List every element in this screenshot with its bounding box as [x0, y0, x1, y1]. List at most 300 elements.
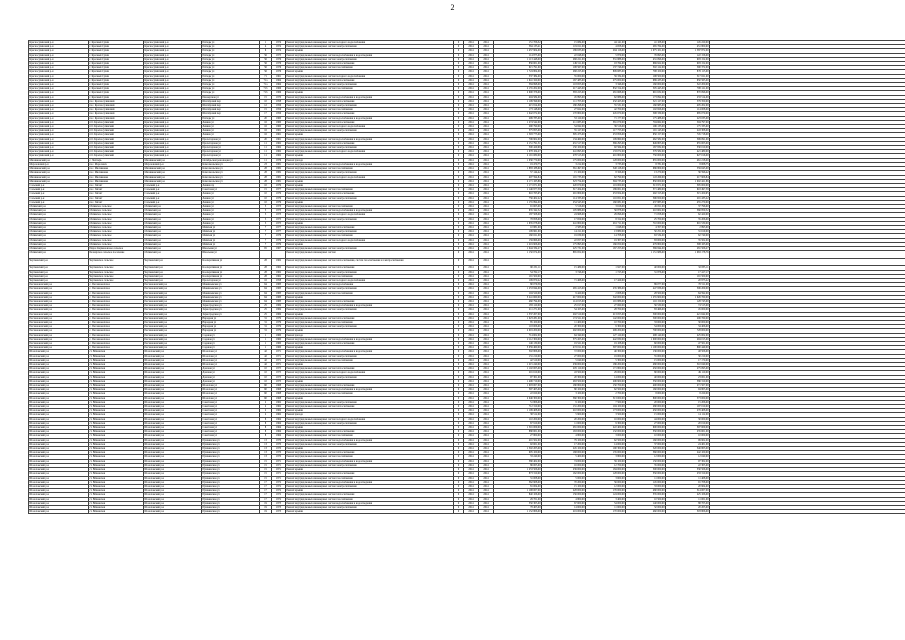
- table-cell: 71 468,00: [542, 278, 586, 282]
- table-cell: 0: [454, 87, 464, 91]
- table-cell: 2014: [479, 472, 494, 476]
- table-cell: Мокинаевская ул: [202, 295, 260, 299]
- table-cell: 2014: [479, 463, 494, 467]
- table-cell: 2014: [479, 116, 494, 120]
- table-cell: 8 326,00: [586, 171, 626, 175]
- table-cell: Шолоховский р-н: [144, 442, 202, 446]
- table-cell: 3 000,00: [586, 434, 626, 438]
- table-cell: Ремонт внутридомовых инженерных систем теплоснабжения: [286, 62, 454, 66]
- table-cell: 1966: [272, 91, 286, 95]
- table-cell: 2014: [479, 350, 494, 354]
- table-cell: Советская ул: [202, 409, 260, 413]
- table-cell: ст. Вёшенская: [89, 371, 144, 375]
- table-cell: Шолоховский р-н: [144, 405, 202, 409]
- table-cell: Ремонт внутридомовых инженерных систем теплоснабжения: [286, 78, 454, 82]
- table-cell: 2014: [479, 396, 494, 400]
- table-cell: 2014: [479, 283, 494, 287]
- table-cell: 67 910,00: [494, 421, 542, 425]
- table-cell: г. Красный Сулин: [89, 57, 144, 61]
- table-cell: 119 611,00: [542, 45, 586, 49]
- table-cell: 1962: [272, 141, 286, 145]
- table-cell: 2014: [464, 316, 479, 320]
- table-cell: 2014: [464, 459, 479, 463]
- table-cell: 0: [454, 354, 464, 358]
- table-cell: Ремонт внутридомовых инженерных систем холодного водоснабжения: [286, 41, 454, 45]
- table-cell: 2014: [479, 238, 494, 242]
- table-cell: 1976: [272, 70, 286, 74]
- table-cell: 3 616,00: [586, 204, 626, 208]
- table-cell: Пушкинская ул: [202, 476, 260, 480]
- table-cell: 2014: [479, 70, 494, 74]
- table-cell: 1979: [272, 320, 286, 324]
- table-cell: 263 500,00: [542, 379, 586, 383]
- table-cell: 447 836,00: [626, 287, 666, 291]
- table-cell: Мясниковский р-н: [144, 158, 202, 162]
- table-cell: 2014: [464, 258, 479, 266]
- table-cell: ст. Вёшенская: [89, 350, 144, 354]
- table-cell: 0: [454, 484, 464, 488]
- table-cell: пгт. Красносулинский: [89, 137, 144, 141]
- table-cell: 0: [454, 225, 464, 229]
- table-cell: 35 000,00: [626, 463, 666, 467]
- table-cell: Красносулинский р-н: [29, 104, 89, 108]
- table-cell: Пушкинская ул: [202, 505, 260, 509]
- table-cell: Ремонт внутридомовых инженерных систем водоснабжения и водоотведения: [286, 95, 454, 99]
- table-cell: 1962: [272, 405, 286, 409]
- table-cell: 0: [454, 413, 464, 417]
- table-cell: пос. Красносулинский: [89, 116, 144, 120]
- table-cell: 119 000,00: [586, 183, 626, 187]
- table-cell: Обливский р-н: [144, 234, 202, 238]
- table-cell: 191 143,00: [626, 129, 666, 133]
- table-cell: 383 223,00: [542, 91, 586, 95]
- table-cell: 102 826,00: [626, 108, 666, 112]
- table-cell: 2014: [479, 258, 494, 266]
- table-cell: 45 811,00: [626, 204, 666, 208]
- table-cell: 196 133,00: [626, 125, 666, 129]
- table-cell: 2014: [479, 270, 494, 274]
- table-cell: 542 000,00: [586, 295, 626, 299]
- table-cell: Ремонт внутридомовых инженерных систем газоснабжения: [286, 455, 454, 459]
- table-cell: 186 200,00: [586, 363, 626, 367]
- table-cell: ст. Вёшенская: [89, 400, 144, 404]
- table-cell: 44 141,00: [586, 41, 626, 45]
- table-cell: Красносулинский р-н: [29, 137, 89, 141]
- table-cell: Победы ул: [202, 91, 260, 95]
- table-cell: ст. Вёшенская: [89, 463, 144, 467]
- table-cell: 7 500,00: [586, 400, 626, 404]
- table-cell: 210 602,00: [626, 209, 666, 213]
- table-cell: 1 253 506,00: [494, 468, 542, 472]
- table-cell: 62 740,00: [666, 234, 710, 238]
- table-cell: 132 000,00: [586, 430, 626, 434]
- table-cell: 2014: [479, 304, 494, 308]
- table-cell: ст. Вёшенская: [89, 405, 144, 409]
- table-cell: 407 594,84: [494, 175, 542, 179]
- table-cell: ст. Вёшенская: [89, 438, 144, 442]
- table-cell: 0: [454, 204, 464, 208]
- table-cell: 1964: [272, 83, 286, 87]
- table-cell: 114 333,00: [542, 196, 586, 200]
- table-cell: Мясниковский р-н: [144, 167, 202, 171]
- table-cell: 245 100,00: [542, 447, 586, 451]
- table-cell: Шолоховский р-н: [144, 480, 202, 484]
- table-cell: 450 000,00: [626, 409, 666, 413]
- table-cell: 2014: [464, 379, 479, 383]
- table-cell: Пушкинская ул: [202, 480, 260, 484]
- table-cell: 3 746,00: [542, 270, 586, 274]
- table-cell: Ремонт крыши: [286, 447, 454, 451]
- table-cell: 292 313,00: [626, 192, 666, 196]
- table-cell: Ремонт крыши: [286, 363, 454, 367]
- table-cell: 1973: [272, 501, 286, 505]
- table-cell: Красносулинский р-н: [144, 141, 202, 145]
- table-cell: 261 711,00: [586, 221, 626, 225]
- table-cell: 1968: [272, 392, 286, 396]
- table-cell: Песчанокопский р-н: [29, 333, 89, 337]
- table-cell: Шолоховский р-н: [29, 434, 89, 438]
- table-cell: 1 253 844,00: [494, 287, 542, 291]
- table-cell: Ремонт крыши: [286, 396, 454, 400]
- table-cell: Ремонт внутридомовых инженерных систем газоснабжения: [286, 358, 454, 362]
- table-cell: 364 133,41: [494, 45, 542, 49]
- table-cell: Пролетарская ул: [202, 141, 260, 145]
- table-cell: 3 400,00: [586, 497, 626, 501]
- table-cell: 0: [454, 116, 464, 120]
- table-cell: 950 157,00: [626, 133, 666, 137]
- table-cell: 3 500,00: [586, 413, 626, 417]
- table-cell: 101 886,00: [586, 299, 626, 303]
- table-cell: пос. Красносулинский: [89, 99, 144, 103]
- table-cell: 1973: [272, 510, 286, 514]
- table-cell: 460 000,00: [626, 510, 666, 514]
- table-cell: 0: [454, 480, 464, 484]
- table-cell: пос. Мясниковка: [89, 179, 144, 183]
- table-cell: 104 520,00: [494, 291, 542, 295]
- table-cell: Пушкинская ул: [202, 438, 260, 442]
- table-cell: 2014: [464, 480, 479, 484]
- table-cell: с. Песчанокопское: [89, 325, 144, 329]
- table-cell: Народная ул: [202, 316, 260, 320]
- table-cell: 56: [260, 66, 272, 70]
- table-cell: 239 000,00: [542, 363, 586, 367]
- table-cell: 56: [260, 53, 272, 57]
- table-cell: Песчанокопский р-н: [144, 316, 202, 320]
- table-cell: 128 000,00: [586, 158, 626, 162]
- table-cell: 384 998,00: [494, 83, 542, 87]
- table-cell: Шолоховский р-н: [144, 484, 202, 488]
- table-cell: 0: [454, 108, 464, 112]
- table-cell: г. Красный Сулин: [89, 78, 144, 82]
- table-cell: Донская ул: [202, 379, 260, 383]
- table-cell: 51 806,00: [494, 400, 542, 404]
- table-cell: Песчанокопский р-н: [29, 316, 89, 320]
- table-cell: ст. Вёшенская: [89, 421, 144, 425]
- table-cell: Шолоховский р-н: [29, 396, 89, 400]
- table-cell: 56: [260, 57, 272, 61]
- table-cell: пос. Красносулинский: [89, 104, 144, 108]
- table-cell: 65: [260, 246, 272, 250]
- table-cell: 3 212,00: [542, 162, 586, 166]
- table-cell: с. Песчанокопское: [89, 295, 144, 299]
- table-cell: 2014: [464, 325, 479, 329]
- table-cell: 2014: [479, 308, 494, 312]
- table-cell: 180 800,00: [542, 384, 586, 388]
- table-cell: 0: [454, 367, 464, 371]
- table-cell: 80 079,56: [494, 283, 542, 287]
- table-cell: Шолохова ул: [202, 384, 260, 388]
- table-cell: Обливское сельское: [89, 238, 144, 242]
- table-cell: 649 803,00: [626, 141, 666, 145]
- table-cell: г. Красный Сулин: [89, 45, 144, 49]
- table-cell: Обливское сельское: [89, 221, 144, 225]
- table-cell: 275 095,00: [666, 367, 710, 371]
- table-cell: Красносулинский р-н: [144, 95, 202, 99]
- table-cell: 19 521,00: [542, 342, 586, 346]
- table-cell: 17: [260, 493, 272, 497]
- table-cell: Шолоховский р-н: [144, 371, 202, 375]
- table-cell: Шолоховский р-н: [144, 421, 202, 425]
- table-cell: 2014: [464, 213, 479, 217]
- table-cell: Шолоховский р-н: [29, 392, 89, 396]
- table-cell: 2014: [479, 200, 494, 204]
- table-cell: 265 413,00: [542, 287, 586, 291]
- table-cell: 2014: [464, 66, 479, 70]
- table-cell: 2 008,00: [586, 291, 626, 295]
- table-cell: Красносулинский р-н: [144, 70, 202, 74]
- table-cell: 50 251,00: [626, 230, 666, 234]
- table-cell: 2014: [464, 409, 479, 413]
- table-cell: 1970: [272, 442, 286, 446]
- table-cell: 1 048,00: [586, 225, 626, 229]
- table-cell: 64: [260, 299, 272, 303]
- table-cell: 124 000,00: [586, 493, 626, 497]
- table-cell: Ремонт внутридомовых инженерных систем теплоснабжения: [286, 192, 454, 196]
- table-cell: Песчанокопский р-н: [144, 308, 202, 312]
- table-cell: Садовая ул: [202, 337, 260, 341]
- table-cell: Ремонт внутридомовых инженерных систем теплоснабжения: [286, 472, 454, 476]
- table-cell: ст. Вёшенская: [89, 505, 144, 509]
- table-cell: Обливское сельское: [89, 234, 144, 238]
- table-cell: ст. Вёшенская: [89, 489, 144, 493]
- table-cell: 76 511,00: [666, 283, 710, 287]
- table-cell: Обливский р-н: [144, 251, 202, 259]
- table-cell: 27 622,00: [542, 108, 586, 112]
- table-cell: 60 000,00: [626, 342, 666, 346]
- table-cell: 0: [454, 141, 464, 145]
- table-cell: 371 480,00: [626, 188, 666, 192]
- table-cell: 15 000,00: [626, 413, 666, 417]
- table-cell: 2 151 791,51: [494, 141, 542, 145]
- table-cell: Красносулинский р-н: [144, 83, 202, 87]
- table-cell: 0: [454, 104, 464, 108]
- table-cell: 64: [260, 291, 272, 295]
- table-cell: 2014: [479, 188, 494, 192]
- table-cell: 291 809,00: [542, 192, 586, 196]
- table-cell: 23 001,00: [666, 375, 710, 379]
- table-cell: 330 010,00: [666, 146, 710, 150]
- table-cell: 2014: [479, 246, 494, 250]
- table-cell: Пушкинская ул: [202, 447, 260, 451]
- table-cell-blank: [710, 258, 905, 266]
- table-cell: 876 115,00: [666, 70, 710, 74]
- table-cell: 167 253,00: [586, 246, 626, 250]
- table-cell: 2 112 300,00: [494, 337, 542, 341]
- table-cell: 19 307,00: [586, 238, 626, 242]
- table-cell: 0: [454, 238, 464, 242]
- table-cell: Шолоховский р-н: [144, 363, 202, 367]
- table-cell: 2014: [464, 283, 479, 287]
- table-cell: Советская ул: [202, 426, 260, 430]
- table-cell: Ремонт внутридомовых инженерных систем теплоснабжения: [286, 430, 454, 434]
- table-cell: 0: [454, 258, 464, 266]
- table-cell: 350 305,00: [494, 501, 542, 505]
- table-cell: 2014: [464, 238, 479, 242]
- table-cell: 5 516,00: [542, 204, 586, 208]
- table-cell: 322 200,00: [666, 83, 710, 87]
- table-cell: Шолоховский р-н: [144, 463, 202, 467]
- table-cell: 0: [454, 468, 464, 472]
- table-cell: с. Песчанокопское: [89, 333, 144, 337]
- table-cell: 150 000,00: [626, 459, 666, 463]
- table-cell: 1971: [272, 468, 286, 472]
- table-cell: Шолоховский р-н: [29, 379, 89, 383]
- table-cell: 2014: [464, 392, 479, 396]
- table-cell: Шолоховский р-н: [144, 367, 202, 371]
- table-cell: 2014: [464, 463, 479, 467]
- table-cell: 2014: [464, 91, 479, 95]
- table-cell: 2 900 376,00: [494, 91, 542, 95]
- table-cell: 175 335,00: [666, 125, 710, 129]
- table-cell: 7: [260, 225, 272, 229]
- table-cell: 500 000,00: [626, 316, 666, 320]
- table-cell: 0: [454, 299, 464, 303]
- table-cell: Школьная ул: [202, 246, 260, 250]
- table-cell: ст. Вёшенская: [89, 442, 144, 446]
- table-cell: 1 023 281,00: [494, 316, 542, 320]
- table-cell: 17: [260, 480, 272, 484]
- table-cell: Шолоховский р-н: [144, 510, 202, 514]
- table-cell: Кооперативная ул: [202, 274, 260, 278]
- table-cell: Красносулинский р-н: [29, 87, 89, 91]
- table-cell: Красносулинский р-н: [144, 53, 202, 57]
- table-cell: Ремонт крыши: [286, 183, 454, 187]
- table-cell: 1956: [272, 104, 286, 108]
- table-cell: Сальский р-н: [144, 188, 202, 192]
- table-cell: 2014: [479, 167, 494, 171]
- table-cell: 417 000,00: [542, 295, 586, 299]
- table-cell: 2014: [479, 162, 494, 166]
- table-cell: 2 171 163,86: [494, 179, 542, 183]
- table-cell: [586, 258, 626, 266]
- table-cell: 1975: [272, 371, 286, 375]
- table-cell: 78 403,00: [494, 505, 542, 509]
- table-cell: Шолоховский р-н: [29, 468, 89, 472]
- table-cell: Ремонт внутридомовых инженерных систем теплоснабжения: [286, 299, 454, 303]
- table-cell: 16: [260, 129, 272, 133]
- table-cell: ст. Вёшенская: [89, 409, 144, 413]
- table-cell: Красносулинский р-н: [29, 49, 89, 53]
- table-cell: 750 000,00: [626, 154, 666, 158]
- table-cell: Чертковское сельское: [89, 270, 144, 274]
- table-cell: 7: [260, 238, 272, 242]
- table-cell: Красносулинский р-н: [29, 41, 89, 45]
- table-cell: 17 417,17: [666, 270, 710, 274]
- table-cell: Шолоховский р-н: [29, 497, 89, 501]
- table-cell: 348 128,00: [586, 167, 626, 171]
- table-cell: Шолоховский р-н: [144, 417, 202, 421]
- table-cell: 1967: [272, 246, 286, 250]
- table-cell: Ремонт внутридомовых инженерных систем электроснабжения: [286, 129, 454, 133]
- table-cell: Советская ул: [202, 421, 260, 425]
- table-cell: 2014: [464, 209, 479, 213]
- table-cell: 63 534,00: [626, 234, 666, 238]
- table-cell: Ремонт крыши: [286, 510, 454, 514]
- table-cell: [666, 258, 710, 266]
- table-cell: 4 658,00: [586, 45, 626, 49]
- table-cell: 94 805,00: [666, 388, 710, 392]
- table-cell: 1984: [272, 312, 286, 316]
- table-cell: Ремонт внутридомовых инженерных систем газоснабжения: [286, 66, 454, 70]
- table-cell: 108 567,00: [542, 66, 586, 70]
- table-cell: 54 000,00: [586, 501, 626, 505]
- table-cell: 15: [260, 108, 272, 112]
- table-cell: Пушкинская ул: [202, 442, 260, 446]
- table-cell: Обливское сельское: [89, 217, 144, 221]
- table-cell: 17 659,00: [542, 217, 586, 221]
- table-cell: 134 460,00: [542, 137, 586, 141]
- table-cell: Ремонт внутридомовых инженерных систем электроснабжения: [286, 246, 454, 250]
- table-cell: 90 251,11: [494, 266, 542, 270]
- table-cell: Шолоховский р-н: [144, 459, 202, 463]
- table-cell: ст. Вёшенская: [89, 451, 144, 455]
- table-cell: 10: [260, 192, 272, 196]
- table-cell: 1973: [272, 213, 286, 217]
- table-cell: Шолоховский р-н: [144, 400, 202, 404]
- table-cell: 239 000,00: [542, 468, 586, 472]
- table-cell: Ремонт внутридомовых инженерных систем холодного водоснабжения: [286, 371, 454, 375]
- table-cell: 712 310,00: [494, 405, 542, 409]
- table-cell: 11: [260, 158, 272, 162]
- table-cell: Ремонт внутридомовых инженерных систем газоснабжения: [286, 167, 454, 171]
- table-cell: Ремонт внутридомовых инженерных систем водоснабжения и водоотведения: [286, 209, 454, 213]
- table-cell: 2014: [464, 99, 479, 103]
- table-cell: 53 120,00: [542, 116, 586, 120]
- table-cell: Ремонт крыши: [286, 468, 454, 472]
- table-cell: Шолоховский р-н: [29, 375, 89, 379]
- table-cell: 2014: [464, 455, 479, 459]
- table-cell: 1 002 421,86: [666, 179, 710, 183]
- table-cell: 415 814,00: [494, 104, 542, 108]
- table-cell: 235 386,00: [586, 287, 626, 291]
- table-cell: 1 171 671,00: [494, 183, 542, 187]
- table-cell: 19: [260, 505, 272, 509]
- table-cell: 2014: [464, 78, 479, 82]
- table-cell: 0: [454, 270, 464, 274]
- table-cell: 2014: [464, 274, 479, 278]
- table-cell: 25 017,00: [542, 304, 586, 308]
- table-cell: 14 708,00: [586, 234, 626, 238]
- table-cell: ст. Вёшенская: [89, 493, 144, 497]
- table-cell: 1973: [272, 209, 286, 213]
- table-cell: 2014: [464, 137, 479, 141]
- table-cell: 1971: [272, 350, 286, 354]
- table-cell: Красносулинский р-н: [144, 125, 202, 129]
- table-cell: 150 700,00: [586, 384, 626, 388]
- table-cell: 3 059 460,00: [494, 346, 542, 350]
- table-cell: 12 700,00: [586, 463, 626, 467]
- table-cell: 20 010,00: [666, 421, 710, 425]
